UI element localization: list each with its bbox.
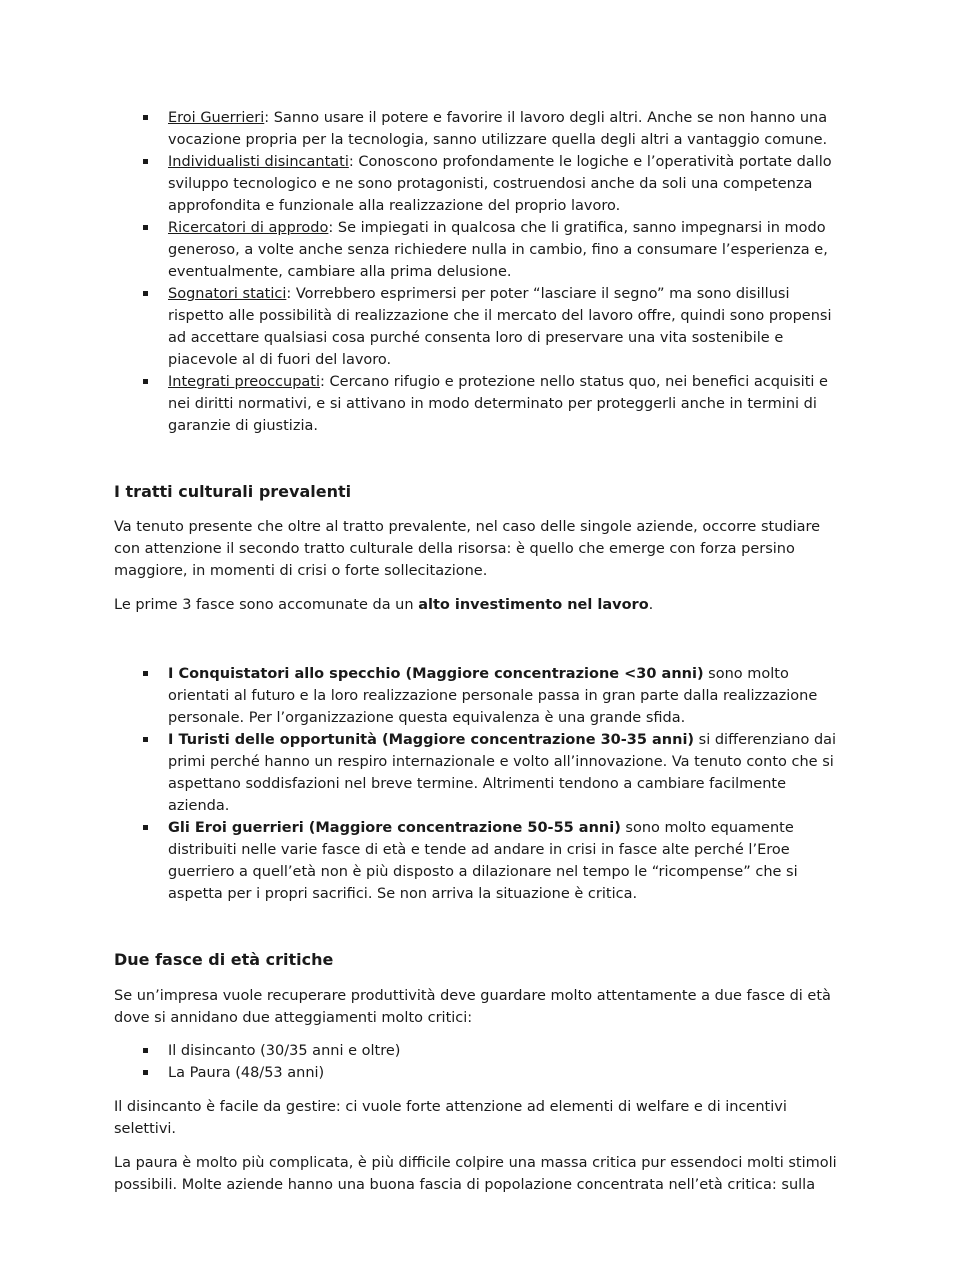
list-item [114,107,846,151]
paragraph: Se un’impresa vuole recuperare produttività deve guardare molto attentamente a due fasce di età dove si annidano due atteggiamenti molto critici: [114,988,831,1026]
typology-list [114,107,846,437]
term-description: : Cercano rifugio e protezione nello status quo, nei benefici acquisiti e nei diritti normativi, e si attivano in modo determinato per proteggerli anche in termini di garanzie di giustizia. [168,374,828,434]
term-description: : Vorrebbero esprimersi per poter “lasciare il segno” ma sono disillusi rispetto alle possibilità di realizzazione che il mercato del lavoro offre, quindi sono propensi ad accettare qualsiasi cosa purché consenta loro di preservare una vita sostenibile e piacevole al di fuori del lavoro. [168,286,832,368]
section-heading-tratti: I tratti culturali prevalenti [114,482,352,501]
list-item [114,151,846,217]
age-groups-list [114,663,846,905]
term-label: Individualisti disincantati [168,154,349,170]
list-item [114,663,846,729]
term-description: : Conoscono profondamente le logiche e l’operatività portate dallo sviluppo tecnologico e ne sono protagonisti, costruendosi anche da soli una competenza approfondita e funzionale alla realizzazione del proprio lavoro. [168,154,832,214]
list-item [114,283,846,371]
paragraph-text: Le prime 3 fasce sono accomunate da un [114,597,419,613]
list-item [114,817,846,905]
list-item [114,217,846,283]
paragraph-text: . [648,597,654,613]
paragraph-emphasis: alto investimento nel lavoro [418,597,649,613]
term-label: Integrati preoccupati [168,374,321,390]
item-description: sono molto orientati al futuro e la loro realizzazione personale passa in gran parte dalla realizzazione personale. Per l’organizzazione questa equivalenza è una grande sfida. [168,666,818,726]
term-label: Eroi Guerrieri [168,110,265,126]
list-item: Il disincanto (30/35 anni e oltre) [114,1040,846,1062]
paragraph: Il disincanto è facile da gestire: ci vuole forte attenzione ad elementi di welfare e di incentivi selettivi. [114,1099,787,1137]
item-description: si differenziano dai primi perché hanno un respiro internazionale e volto all’innovazione. Va tenuto conto che si aspettano soddisfazioni nel breve termine. Altrimenti tendono a cambiare facilmente azienda. [168,732,837,814]
item-title: I Turisti delle opportunità (Maggiore concentrazione 30-35 anni) [168,732,695,748]
term-label: Sognatori statici [168,286,287,302]
section-heading-fasce: Due fasce di età critiche [114,950,334,969]
term-description: : Sanno usare il potere e favorire il lavoro degli altri. Anche se non hanno una vocazione propria per la tecnologia, sanno utilizzare quella degli altri a vantaggio comune. [168,110,828,148]
paragraph [114,594,846,616]
list-item: La Paura (48/53 anni) [114,1062,846,1084]
list-item [114,729,846,817]
term-description: : Se impiegati in qualcosa che li gratifica, sanno impegnarsi in modo generoso, a volte anche senza richiedere nulla in cambio, fino a consumare l’esperienza e, eventualmente, cambiare alla prima delusione. [168,220,828,280]
paragraph: Va tenuto presente che oltre al tratto prevalente, nel caso delle singole aziende, occorre studiare con attenzione il secondo tratto culturale della risorsa: è quello che emerge con forza persino maggiore, in momenti di crisi o forte sollecitazione. [114,519,821,579]
paragraph: La paura è molto più complicata, è più difficile colpire una massa critica pur essendoci molti stimoli possibili. Molte aziende hanno una buona fascia di popolazione concentrata nell’età critica: sulla [114,1155,837,1193]
item-title: I Conquistatori allo specchio (Maggiore concentrazione <30 anni) [168,666,704,682]
item-title: Gli Eroi guerrieri (Maggiore concentrazione 50-55 anni) [168,820,621,836]
list-item [114,371,846,437]
term-label: Ricercatori di approdo [168,220,329,236]
critical-ages-list [114,1040,846,1084]
item-description: sono molto equamente distribuiti nelle varie fasce di età e tende ad andare in crisi in fasce alte perché l’Eroe guerriero a quell’età non è più disposto a dilazionare nel tempo le “ricompense” che si aspetta per i propri sacrifici. Se non arriva la situazione è critica. [168,820,798,902]
